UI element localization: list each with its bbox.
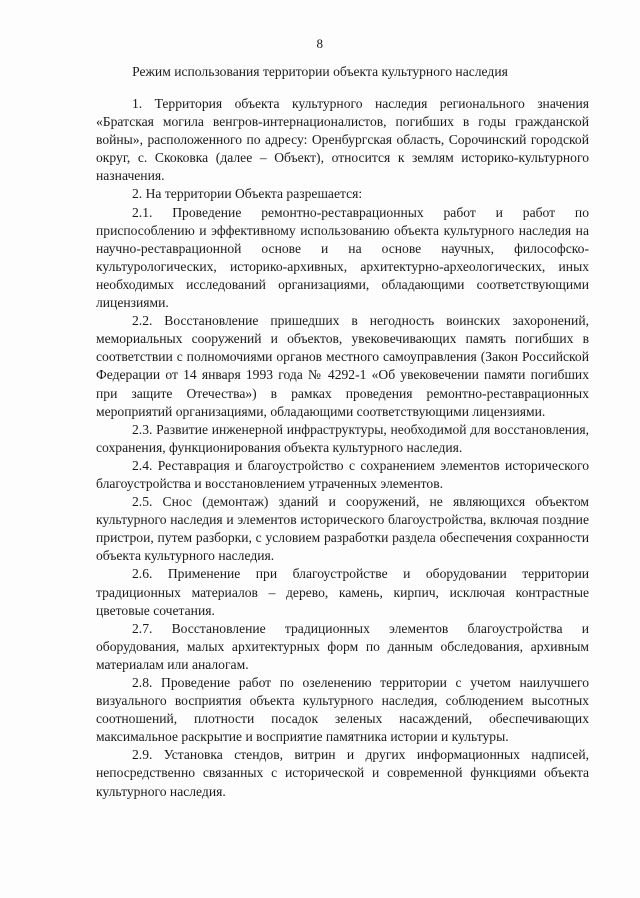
- paragraph-2-5: 2.5. Снос (демонтаж) зданий и сооружений, не являющихся объектом культурного наследия и элементов исторического благоустройства, включая поздние пристрои, путем разборки, с условием разработки раздела обеспечения сохранности объекта культурного наследия.: [96, 494, 589, 564]
- paragraph-2-1: 2.1. Проведение ремонтно-реставрационных работ и работ по приспособлению и эффективному использованию объекта культурного наследия на научно-реставрационной основе и на основе научных, философско-культурологических, историко-архивных, архитектурно-археологических, иных необходимых исследований организациями, обладающими соответствующими лицензиями.: [96, 204, 589, 311]
- paragraph-1: 1. Территория объекта культурного наследия регионального значения «Братская могила венгров-интернационалистов, погибших в годы гражданской войны», расположенного по адресу: Оренбургская область, Сорочинский городской округ, с. Скоковка (далее – Объект), относится к землям историко-культурного назначения.: [96, 96, 589, 184]
- document-title: Режим использования территории объекта культурного наследия: [132, 64, 508, 79]
- paragraph-2-9: 2.9. Установка стендов, витрин и других информационных надписей, непосредственно связанных с исторической и современной функциями объекта культурного наследия.: [96, 747, 589, 799]
- paragraph-2-4: 2.4. Реставрация и благоустройство с сохранением элементов исторического благоустройства и восстановлением утраченных элементов.: [96, 457, 589, 491]
- page-number: 8: [316, 36, 324, 51]
- paragraph-2: 2. На территории Объекта разрешается:: [132, 186, 363, 202]
- paragraph-2-3: 2.3. Развитие инженерной инфраструктуры, необходимой для восстановления, сохранения, функционирования объекта культурного наследия.: [96, 421, 589, 455]
- paragraph-2-8: 2.8. Проведение работ по озеленению территории с учетом наилучшего визуального восприятия объекта культурного наследия, соблюдением высотных соотношений, плотности посадок зеленых насаждений, обеспечивающих максимальное раскрытие и восприятие памятника истории и культуры.: [96, 675, 589, 745]
- paragraph-2-2: 2.2. Восстановление пришедших в негодность воинских захоронений, мемориальных сооружений и объектов, увековечивающих память погибших в соответствии с полномочиями органов местного самоуправления (Закон Российской Федерации от 14 января 1993 года № 4292-1 «Об увековечении памяти погибших при защите Отечества») в рамках проведения ремонтно-реставрационных мероприятий организациями, обладающими соответствующими лицензиями.: [96, 313, 589, 419]
- document-body: [96, 95, 589, 801]
- paragraph-2-7: 2.7. Восстановление традиционных элементов благоустройства и оборудования, малых архитектурных форм по данным обследования, архивным материалам или аналогам.: [96, 620, 589, 672]
- paragraph-2-6: 2.6. Применение при благоустройстве и оборудовании территории традиционных материалов – дерево, камень, кирпич, исключая контрастные цветовые сочетания.: [96, 566, 589, 618]
